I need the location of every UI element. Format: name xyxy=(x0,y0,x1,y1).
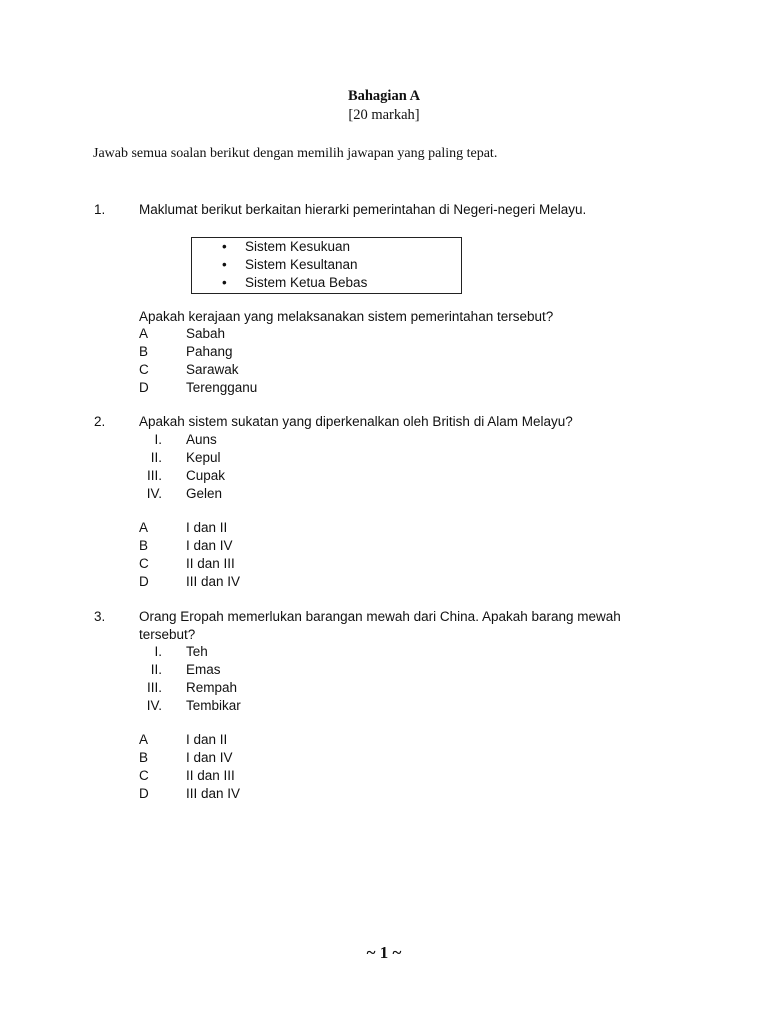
option-row xyxy=(0,361,768,379)
option-label: B xyxy=(139,344,149,359)
option-row xyxy=(0,537,768,555)
option-label: C xyxy=(139,768,149,783)
roman-item xyxy=(0,679,768,697)
q3-number: 3. xyxy=(94,609,106,624)
option-text: Terengganu xyxy=(186,380,258,395)
roman-numeral: II. xyxy=(150,450,162,465)
box-item xyxy=(192,274,461,292)
q1-info-box xyxy=(191,237,462,294)
option-row xyxy=(0,749,768,767)
option-row xyxy=(0,325,768,343)
roman-item xyxy=(0,449,768,467)
option-label: C xyxy=(139,556,149,571)
bullet-icon: • xyxy=(222,257,227,272)
option-label: A xyxy=(139,520,149,535)
option-row xyxy=(0,573,768,591)
option-label: A xyxy=(139,732,149,747)
roman-item-text: Gelen xyxy=(186,486,223,501)
q2-options xyxy=(0,519,768,591)
option-text: I dan II xyxy=(186,732,228,747)
option-text: II dan III xyxy=(186,768,235,783)
roman-item xyxy=(0,485,768,503)
roman-item xyxy=(0,697,768,715)
option-text: I dan IV xyxy=(186,538,233,553)
q1-options xyxy=(0,325,768,397)
roman-item xyxy=(0,661,768,679)
q3-options xyxy=(0,731,768,803)
option-text: Pahang xyxy=(186,344,233,359)
option-label: D xyxy=(139,786,149,801)
bullet-icon: • xyxy=(222,275,227,290)
q2-items xyxy=(0,431,768,503)
option-text: I dan IV xyxy=(186,750,233,765)
instruction-text: Jawab semua soalan berikut dengan memilih jawapan yang paling tepat. xyxy=(93,146,498,161)
q2-text: Apakah sistem sukatan yang diperkenalkan oleh British di Alam Melayu? xyxy=(139,414,573,429)
roman-item-text: Rempah xyxy=(186,680,238,695)
option-row xyxy=(0,343,768,361)
q1-question: Apakah kerajaan yang melaksanakan sistem pemerintahan tersebut? xyxy=(139,309,554,324)
section-marks: [20 markah] xyxy=(348,107,420,123)
roman-numeral: III. xyxy=(146,468,162,483)
roman-numeral: IV. xyxy=(146,486,162,501)
option-row xyxy=(0,555,768,573)
roman-item-text: Kepul xyxy=(186,450,221,465)
roman-item xyxy=(0,431,768,449)
q1-text: Maklumat berikut berkaitan hierarki pemerintahan di Negeri-negeri Melayu. xyxy=(139,202,587,217)
roman-item-text: Emas xyxy=(186,662,221,677)
box-item-text: Sistem Kesultanan xyxy=(245,257,358,272)
option-text: III dan IV xyxy=(186,786,241,801)
box-item-text: Sistem Kesukuan xyxy=(245,239,351,254)
option-row xyxy=(0,785,768,803)
box-item-text: Sistem Ketua Bebas xyxy=(245,275,368,290)
box-item xyxy=(192,256,461,274)
option-text: III dan IV xyxy=(186,574,241,589)
roman-item xyxy=(0,643,768,661)
page-number: ~ 1 ~ xyxy=(366,943,402,962)
q2-number: 2. xyxy=(94,414,106,429)
option-label: C xyxy=(139,362,149,377)
option-label: D xyxy=(139,574,149,589)
q3-items xyxy=(0,643,768,715)
roman-item-text: Cupak xyxy=(186,468,226,483)
option-label: B xyxy=(139,750,149,765)
option-label: D xyxy=(139,380,149,395)
roman-item xyxy=(0,467,768,485)
q1-number: 1. xyxy=(94,202,106,217)
section-title: Bahagian A xyxy=(347,88,421,104)
option-row xyxy=(0,731,768,749)
roman-numeral: I. xyxy=(154,432,162,447)
option-label: B xyxy=(139,538,149,553)
option-label: A xyxy=(139,326,149,341)
roman-numeral: II. xyxy=(150,662,162,677)
roman-numeral: IV. xyxy=(146,698,162,713)
bullet-icon: • xyxy=(222,239,227,254)
q3-text: Orang Eropah memerlukan barangan mewah dari China. Apakah barang mewah tersebut? xyxy=(139,609,621,642)
option-text: I dan II xyxy=(186,520,228,535)
option-row xyxy=(0,767,768,785)
box-item xyxy=(192,238,461,256)
roman-item-text: Tembikar xyxy=(186,698,241,713)
option-text: II dan III xyxy=(186,556,235,571)
roman-numeral: I. xyxy=(154,644,162,659)
roman-item-text: Auns xyxy=(186,432,217,447)
roman-numeral: III. xyxy=(146,680,162,695)
roman-item-text: Teh xyxy=(186,644,208,659)
option-text: Sabah xyxy=(186,326,226,341)
option-row xyxy=(0,379,768,397)
option-row xyxy=(0,519,768,537)
option-text: Sarawak xyxy=(186,362,239,377)
